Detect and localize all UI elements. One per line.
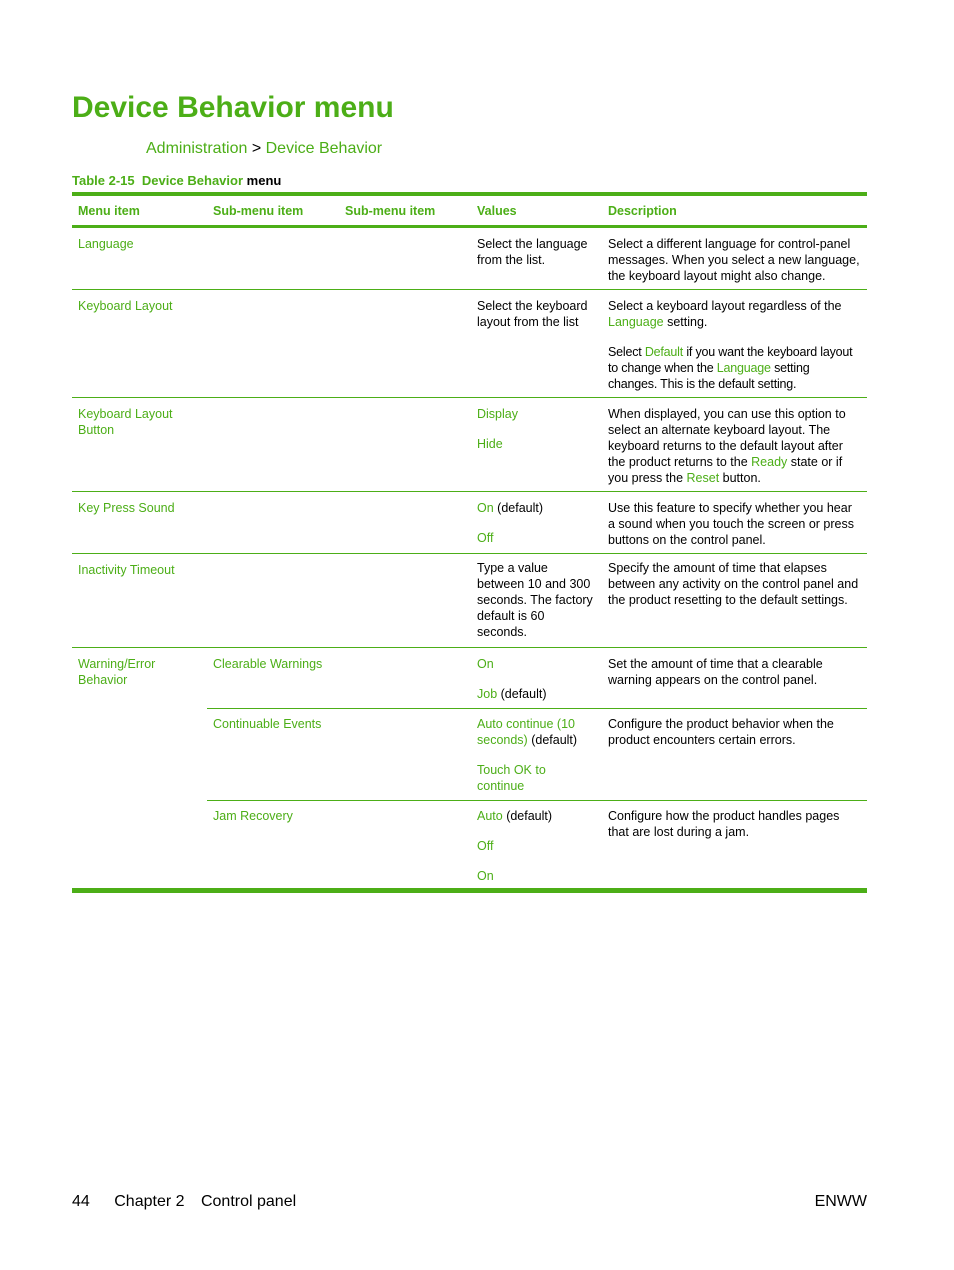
- menu-item-key-press-sound[interactable]: Key Press Sound: [78, 501, 175, 515]
- table-row-jam-recovery: [72, 800, 867, 888]
- description-text: Use this feature to specify whether you hear a sound when you touch the screen or press buttons on the control panel.: [608, 501, 854, 547]
- value-auto[interactable]: Auto: [477, 809, 503, 823]
- desc-text: setting.: [663, 315, 708, 329]
- description-cell: [602, 800, 867, 888]
- values-text: Select the language from the list.: [477, 237, 588, 267]
- sub-menu-jam-recovery[interactable]: Jam Recovery: [213, 809, 293, 823]
- desc-text: state or if you press the: [608, 455, 843, 485]
- menu-cell-empty: [72, 800, 207, 888]
- caption-suffix: menu: [246, 173, 282, 188]
- value-hide[interactable]: Hide: [477, 437, 503, 451]
- header-values: Values: [477, 204, 517, 218]
- table-row-inactivity-timeout: [72, 554, 867, 648]
- description-text: Specify the amount of time that elapses between any activity on the control panel and the product resetting to the default settings.: [608, 561, 859, 607]
- table-row-continuable-events: [72, 708, 867, 800]
- menu-item-language[interactable]: Language: [78, 237, 134, 251]
- footer-section: Control panel: [200, 1193, 297, 1210]
- menu-item-inactivity-timeout[interactable]: Inactivity Timeout: [78, 563, 175, 577]
- sub-menu-cell: [339, 228, 471, 289]
- desc-text: button.: [719, 471, 761, 485]
- table-header: [72, 196, 867, 228]
- ready-link[interactable]: Ready: [751, 455, 788, 469]
- desc-text: setting changes. This is the default setting.: [608, 361, 810, 391]
- default-suffix: (default): [493, 501, 544, 515]
- value-auto-continue-line: [477, 716, 596, 748]
- value-on-line: [477, 500, 596, 516]
- description-cell: [602, 554, 867, 647]
- description-cell: [602, 708, 867, 800]
- values-cell: [471, 492, 602, 553]
- description-text: Configure the product behavior when the product encounters certain errors.: [608, 717, 834, 747]
- breadcrumb-separator: >: [251, 140, 262, 157]
- value-on[interactable]: On: [477, 657, 494, 671]
- description-cell: [602, 228, 867, 289]
- footer-chapter: Chapter 2: [114, 1193, 185, 1210]
- description-cell: [602, 398, 867, 491]
- default-suffix: (default): [527, 733, 578, 747]
- values-cell: [471, 228, 602, 289]
- values-text: Type a value between 10 and 300 seconds. The factory default is 60 seconds.: [477, 561, 593, 639]
- footer-right: ENWW: [814, 1193, 867, 1210]
- sub-menu-cell: [207, 492, 339, 553]
- sub-menu-cell: [339, 554, 471, 647]
- value-off[interactable]: Off: [477, 531, 494, 545]
- table-row-key-press-sound: [72, 492, 867, 554]
- language-link[interactable]: Language: [608, 315, 664, 329]
- description-text: Configure how the product handles pages that are lost during a jam.: [608, 809, 840, 839]
- sub-menu-cell: [339, 290, 471, 397]
- values-cell: [471, 398, 602, 491]
- desc-text: When displayed, you can use this option to select an alternate keyboard layout. The keyboard returns to the default layout after the product returns to the: [608, 407, 846, 469]
- description-text: Select a different language for control-panel messages. When you select a new language, the keyboard layout might also change.: [608, 237, 860, 283]
- value-auto-line: [477, 808, 596, 824]
- description-cell: [602, 290, 867, 397]
- menu-item-keyboard-layout[interactable]: Keyboard Layout: [78, 299, 173, 313]
- values-cell: [471, 554, 602, 647]
- header-sub-menu-item-1: Sub-menu item: [213, 204, 304, 218]
- sub-menu-cell: [339, 398, 471, 491]
- desc-text: if you want the keyboard layout to change when the: [608, 345, 853, 375]
- table-row-keyboard-layout: [72, 290, 867, 398]
- values-cell: [471, 708, 602, 800]
- sub-menu-continuable-events[interactable]: Continuable Events: [213, 717, 322, 731]
- menu-cell-empty: [72, 708, 207, 800]
- sub-menu-cell: [339, 800, 471, 888]
- menu-item-keyboard-layout-button[interactable]: Keyboard Layout Button: [78, 407, 173, 437]
- breadcrumb: [146, 139, 382, 159]
- sub-menu-cell: [207, 398, 339, 491]
- sub-menu-cell: [339, 708, 471, 800]
- desc-text: Select: [608, 345, 645, 359]
- value-auto-continue[interactable]: Auto continue (10 seconds): [477, 717, 575, 747]
- value-off[interactable]: Off: [477, 839, 494, 853]
- sub-menu-clearable-warnings[interactable]: Clearable Warnings: [213, 657, 323, 671]
- value-job[interactable]: Job: [477, 687, 498, 701]
- table-row-language: [72, 228, 867, 290]
- value-display[interactable]: Display: [477, 407, 518, 421]
- page-number: 44: [72, 1193, 90, 1210]
- value-touch-ok[interactable]: Touch OK to continue: [477, 763, 546, 793]
- sub-menu-cell: [339, 648, 471, 708]
- caption-green-text: Device Behavior: [141, 173, 244, 188]
- value-job-line: [477, 686, 596, 702]
- values-cell: [471, 290, 602, 397]
- value-on[interactable]: On: [477, 501, 494, 515]
- reset-link[interactable]: Reset: [686, 471, 720, 485]
- language-link[interactable]: Language: [716, 361, 771, 375]
- menu-item-warning-error-behavior[interactable]: Warning/Error Behavior: [78, 657, 156, 687]
- description-cell: [602, 492, 867, 553]
- breadcrumb-parent-link[interactable]: Administration: [146, 140, 248, 157]
- description-para-2: [608, 344, 861, 392]
- values-cell: [471, 648, 602, 708]
- breadcrumb-current-link[interactable]: Device Behavior: [265, 140, 383, 157]
- description-text: [608, 406, 861, 486]
- value-on[interactable]: On: [477, 869, 494, 883]
- table-caption: [72, 172, 281, 190]
- desc-text: Select a keyboard layout regardless of the: [608, 299, 842, 313]
- description-para-1: [608, 298, 861, 330]
- caption-label: Table 2-15: [72, 173, 135, 188]
- values-cell: [471, 800, 602, 888]
- header-menu-item: Menu item: [78, 204, 140, 218]
- page-title: Device Behavior menu: [72, 91, 394, 124]
- description-cell: [602, 648, 867, 708]
- table-row-keyboard-layout-button: [72, 398, 867, 492]
- sub-menu-cell: [207, 228, 339, 289]
- values-text: Select the keyboard layout from the list: [477, 299, 588, 329]
- description-text: Set the amount of time that a clearable warning appears on the control panel.: [608, 657, 823, 687]
- device-behavior-table: [72, 192, 867, 893]
- default-suffix: (default): [497, 687, 547, 701]
- header-sub-menu-item-2: Sub-menu item: [345, 204, 436, 218]
- default-link[interactable]: Default: [644, 345, 684, 359]
- default-suffix: (default): [502, 809, 553, 823]
- sub-menu-cell: [207, 554, 339, 647]
- footer-left: [72, 1192, 296, 1212]
- sub-menu-cell: [339, 492, 471, 553]
- sub-menu-cell: [207, 290, 339, 397]
- table-row-clearable-warnings: [72, 648, 867, 708]
- header-description: Description: [608, 204, 677, 218]
